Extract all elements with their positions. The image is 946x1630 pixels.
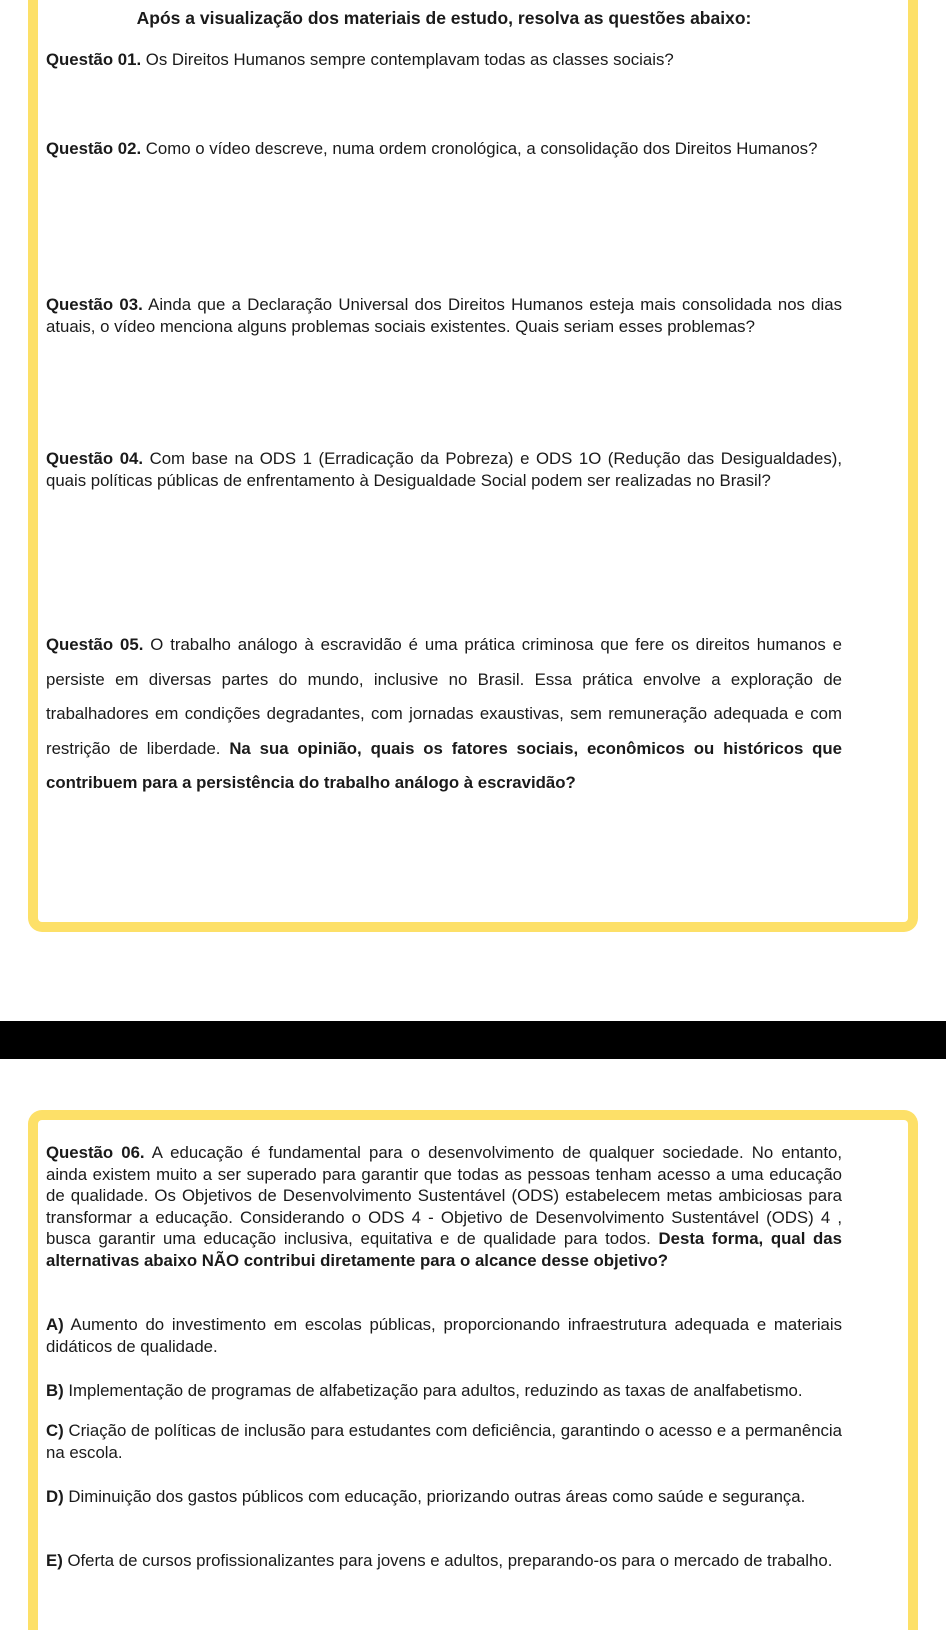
question-text: Ainda que a Declaração Universal dos Direitos Humanos esteja mais consolidada nos dias atuais, o vídeo menciona alguns problemas sociais existentes. Quais seriam esses problemas? — [46, 295, 843, 336]
option-d — [46, 1486, 842, 1508]
question-emphasis: Desta forma, qual das alternativas abaixo NÃO contribui diretamente para o alcance desse objetivo? — [46, 1229, 842, 1270]
option-text: Criação de políticas de inclusão para estudantes com deficiência, garantindo o acesso e a permanência na escola. — [46, 1421, 842, 1462]
option-text: Aumento do investimento em escolas públicas, proporcionando infraestrutura adequada e materiais didáticos de qualidade. — [46, 1315, 842, 1356]
question-label: Questão 04. — [46, 449, 144, 468]
question-text: Com base na ODS 1 (Erradicação da Pobreza) e ODS 1O (Redução das Desigualdades), quais políticas públicas de enfrentamento à Desigualdade Social podem ser realizadas no Brasil? — [46, 449, 842, 490]
option-text: Diminuição dos gastos públicos com educação, priorizando outras áreas como saúde e segurança. — [63, 1487, 806, 1506]
question-label: Questão 03. — [46, 295, 143, 314]
question-text: O trabalho análogo à escravidão é uma prática criminosa que fere os direitos humanos e persiste em diversas partes do mundo, inclusive no Brasil. Essa prática envolve a exploração de trabalhadores em condições degradantes, com jornadas exaustivas, sem remuneração adequada e com restrição de liberdade. — [46, 635, 842, 758]
option-text: Oferta de cursos profissionalizantes para jovens e adultos, preparando-os para o mercado de trabalho. — [62, 1551, 833, 1570]
divider-band — [0, 1021, 946, 1059]
question-03 — [46, 294, 842, 338]
question-text: Como o vídeo descreve, numa ordem cronológica, a consolidação dos Direitos Humanos? — [141, 139, 818, 158]
option-e — [46, 1550, 842, 1572]
option-text: Implementação de programas de alfabetização para adultos, reduzindo as taxas de analfabetismo. — [63, 1381, 803, 1400]
option-label: D) — [46, 1487, 64, 1506]
question-text: A educação é fundamental para o desenvolvimento de qualquer sociedade. No entanto, ainda existem muito a ser superado para garantir que todas as pessoas tenham acesso a uma educação de qualidade. Os Objetivos de Desenvolvimento Sustentável (ODS) estabelecem metas ambiciosas para transformar a educação. Considerando o ODS 4 - Objetivo de Desenvolvimento Sustentável (ODS) 4 , busca garantir uma educação inclusiva, equitativa e de qualidade para todos. — [46, 1143, 842, 1248]
question-05 — [46, 628, 842, 801]
question-06 — [46, 1142, 842, 1271]
option-c — [46, 1420, 842, 1464]
option-label: E) — [46, 1551, 63, 1570]
question-label: Questão 05. — [46, 635, 144, 654]
question-emphasis: Na sua opinião, quais os fatores sociais, econômicos ou históricos que contribuem para a persistência do trabalho análogo à escravidão? — [46, 738, 842, 792]
page-heading: Após a visualização dos materiais de estudo, resolva as questões abaixo: — [136, 8, 752, 28]
option-b — [46, 1380, 842, 1402]
question-label: Questão 02. — [46, 139, 142, 158]
question-text: Os Direitos Humanos sempre contemplavam todas as classes sociais? — [141, 50, 674, 69]
question-04 — [46, 448, 842, 492]
option-label: C) — [46, 1421, 64, 1440]
question-02 — [46, 138, 842, 160]
option-a — [46, 1314, 842, 1358]
question-label: Questão 06. — [46, 1143, 145, 1162]
question-01 — [46, 49, 842, 71]
option-label: A) — [46, 1315, 64, 1334]
question-label: Questão 01. — [46, 50, 142, 69]
option-label: B) — [46, 1381, 64, 1400]
